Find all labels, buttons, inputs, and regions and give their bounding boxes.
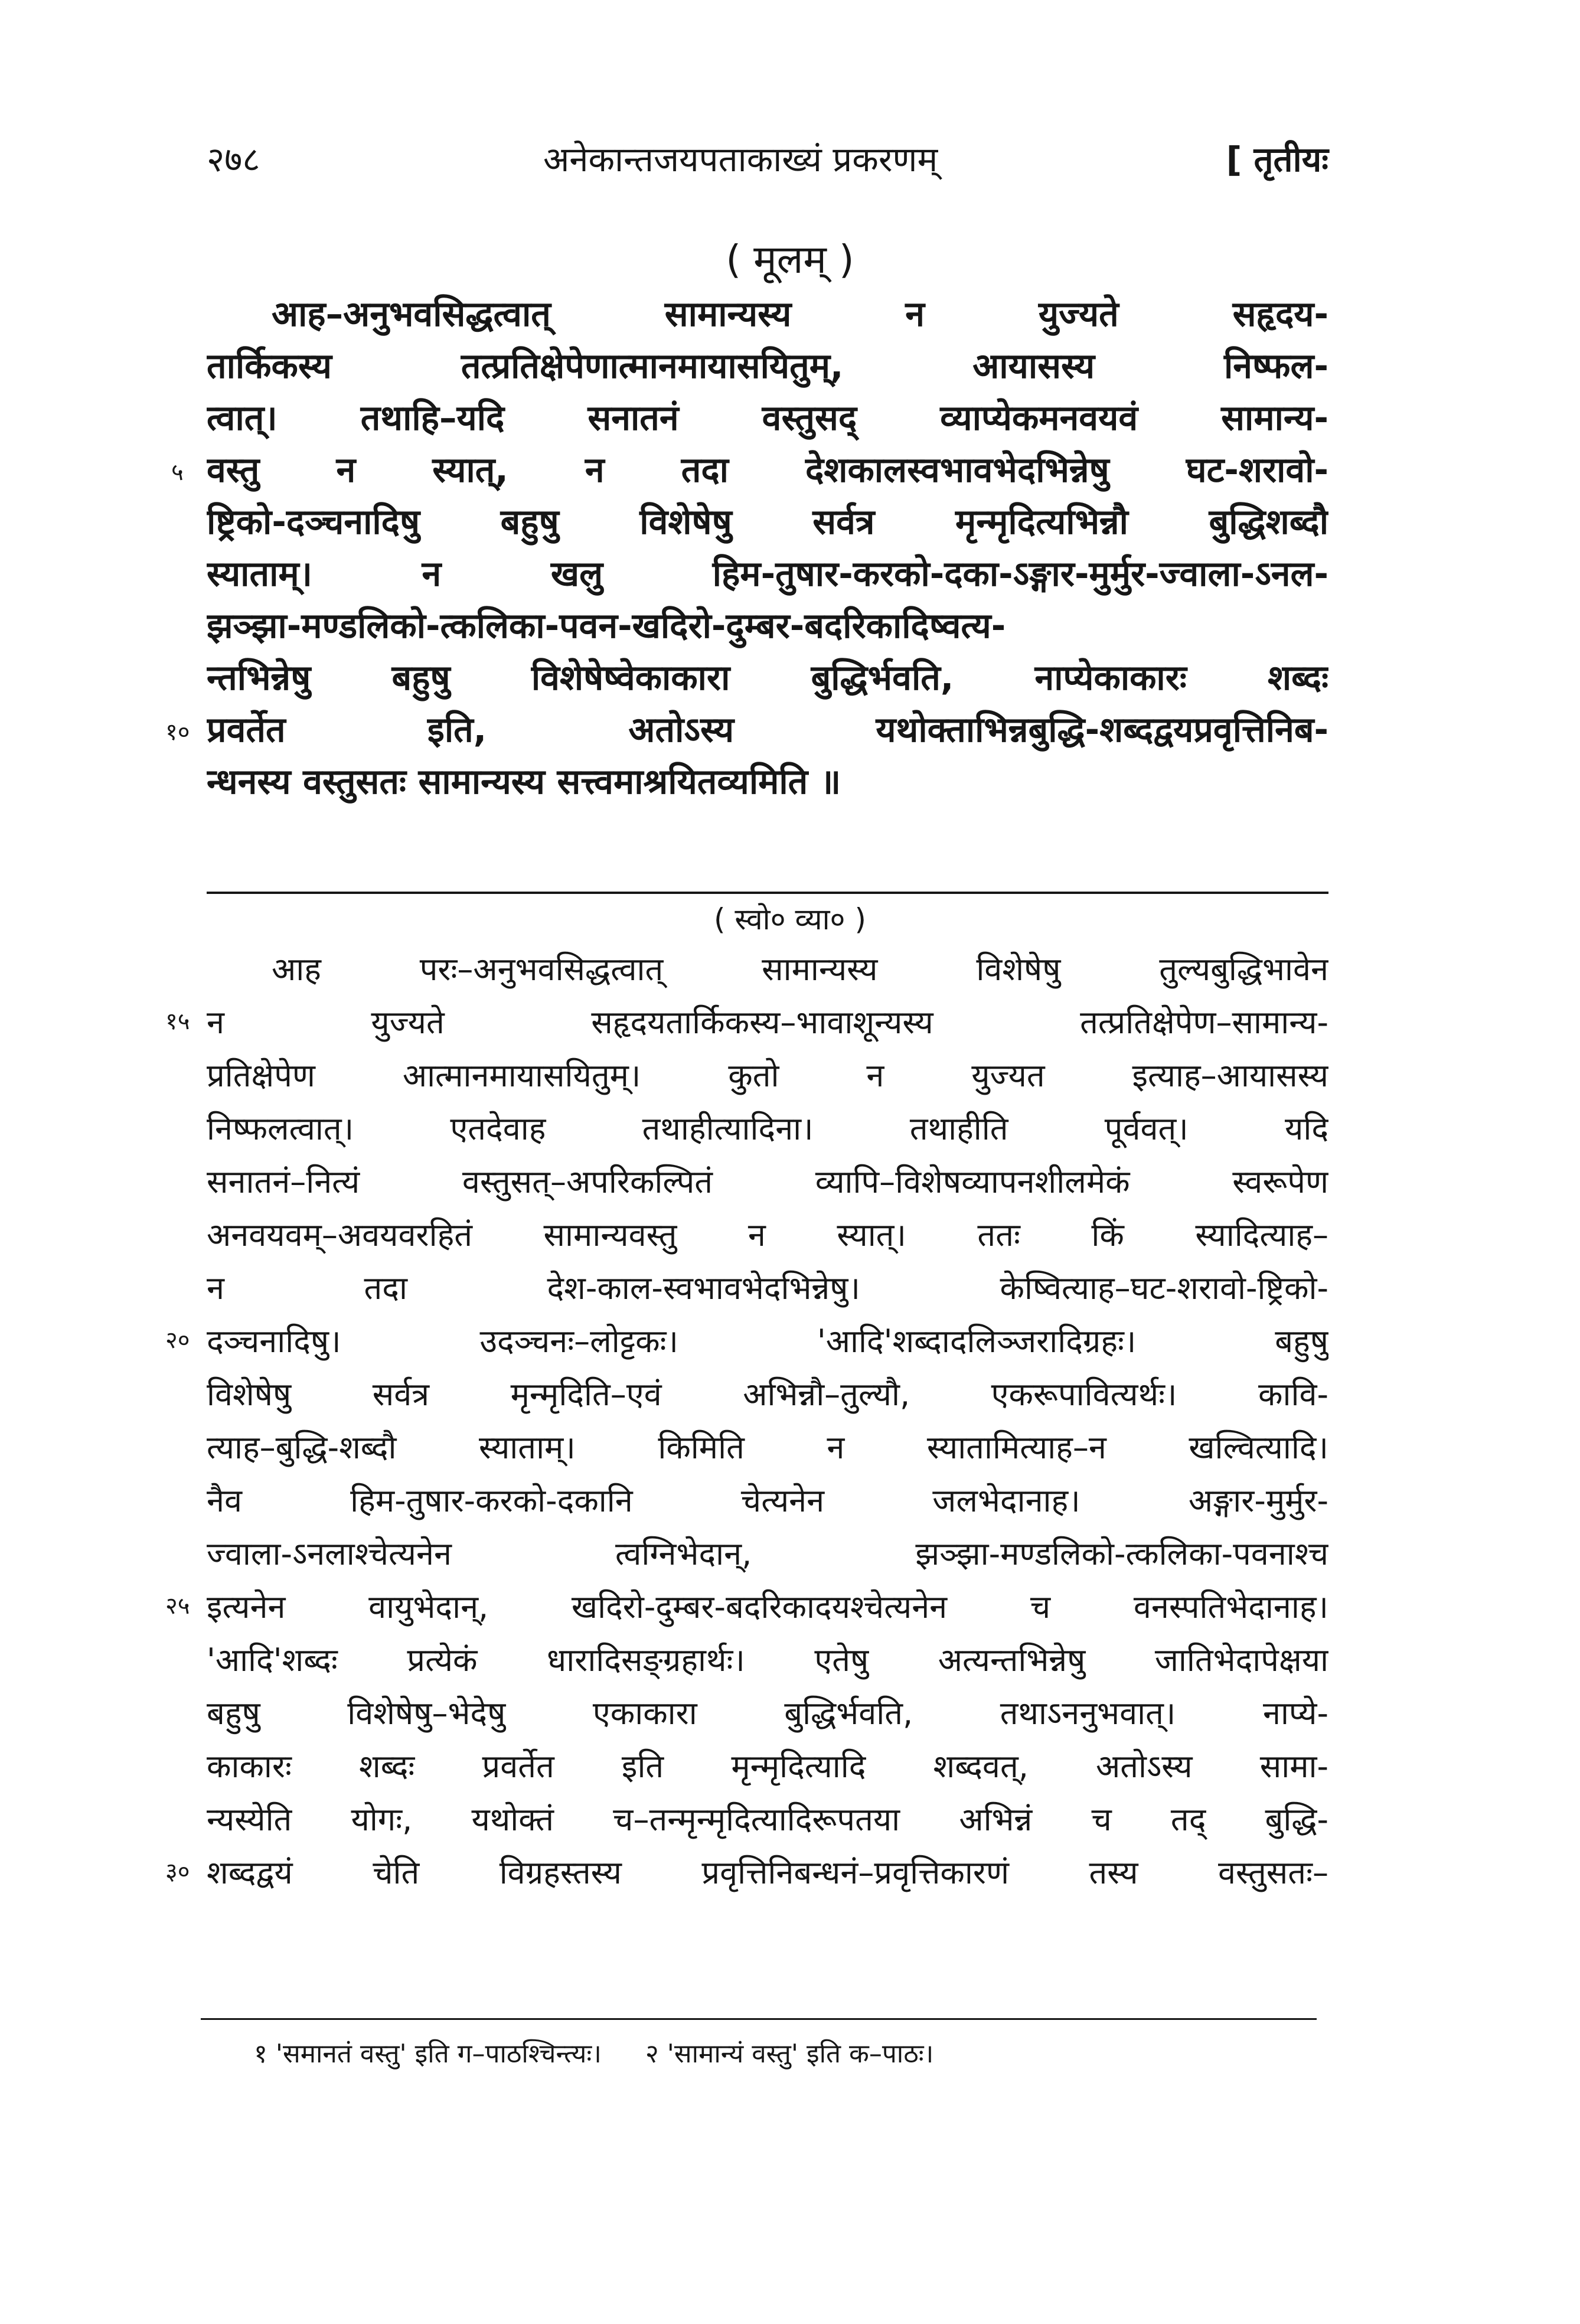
vyakhya-line: 'आदि'शब्दः प्रत्येकं धारादिसङ्ग्रहार्थः। एतेषु अत्यन्तभिन्नेषु जातिभेदापेक्षया <box>207 1641 1328 1679</box>
footnotes <box>254 2034 1317 2075</box>
mool-line: वस्तु न स्यात्, न तदा देशकालस्वभावभेदभिन्नेषु घट-शरावो- <box>207 449 1328 490</box>
mool-text <box>207 288 1328 808</box>
vyakhya-line: काकारः शब्दः प्रवर्तेत इति मृन्मृदित्यादि शब्दवत्, अतोऽस्य सामा- <box>207 1748 1328 1785</box>
line-number: २० <box>165 1327 190 1354</box>
vyakhya-line: दञ्चनादिषु। उदञ्चनः–लोट्टकः। 'आदि'शब्दादलिञ्जरादिग्रहः। बहुषु <box>207 1323 1328 1360</box>
line-number: १५ <box>165 1008 190 1035</box>
line-number: ५ <box>171 459 184 486</box>
vyakhya-line: न तदा देश-काल-स्वभावभेदभिन्नेषु। केष्वित्याह–घट-शरावो-ष्ट्रिको- <box>207 1269 1328 1307</box>
vyakhya-line: सनातनं–नित्यं वस्तुसत्–अपरिकल्पितं व्यापि–विशेषव्यापनशीलमेकं स्वरूपेण <box>207 1163 1328 1200</box>
line-number: २५ <box>165 1592 190 1620</box>
vyakhya-line: विशेषेषु सर्वत्र मृन्मृदिति–एवं अभिन्नौ–तुल्यौ, एकरूपावित्यर्थः। कावि- <box>207 1376 1328 1413</box>
mool-line: स्याताम्। न खलु हिम-तुषार-करको-दका-ऽङ्गार-मुर्मुर-ज्वाला-ऽनल- <box>207 553 1328 594</box>
mool-line: प्रवर्तेत इति, अतोऽस्य यथोक्ताभिन्नबुद्धि-शब्दद्वयप्रवृत्तिनिब- <box>207 709 1328 750</box>
line-number: १० <box>165 719 190 746</box>
footnote-divider <box>201 2018 1317 2020</box>
mool-line: ष्ट्रिको-दञ्चनादिषु बहुषु विशेषेषु सर्वत्र मृन्मृदित्यभिन्नौ बुद्धिशब्दौ <box>207 501 1328 542</box>
vyakhya-line: आह परः–अनुभवसिद्धत्वात् सामान्यस्य विशेषेषु तुल्यबुद्धिभावेन <box>272 951 1328 988</box>
footnote-1: १ 'समानतं वस्तु' इति ग–पाठश्चिन्त्यः। <box>254 2039 602 2069</box>
vyakhya-line: निष्फलत्वात्। एतदेवाह तथाहीत्यादिना। तथाहीति पूर्ववत्। यदि <box>207 1110 1328 1147</box>
mool-line: आह–अनुभवसिद्धत्वात् सामान्यस्य न युज्यते सहृदय- <box>272 293 1328 334</box>
footnote-2: २ 'सामान्यं वस्तु' इति क–पाठः। <box>645 2039 934 2069</box>
mool-line: तार्किकस्य तत्प्रतिक्षेपेणात्मानमायासयितुम्, आयासस्य निष्फल- <box>207 345 1328 386</box>
mool-line: त्वात्। तथाहि–यदि सनातनं वस्तुसद् व्याप्येकमनवयवं सामान्य- <box>207 397 1328 438</box>
vyakhya-line: न्यस्येति योगः, यथोक्तं च–तन्मृन्मृदित्यादिरूपतया अभिन्नं च तद् बुद्धि- <box>207 1801 1328 1838</box>
section-label: [ तृतीयः <box>1226 139 1328 179</box>
vyakhya-line: त्याह–बुद्धि-शब्दौ स्याताम्। किमिति न स्यातामित्याह–न खल्वित्यादि। <box>207 1429 1328 1466</box>
vyakhya-line: शब्दद्वयं चेति विग्रहस्तस्य प्रवृत्तिनिबन्धनं–प्रवृत्तिकारणं तस्य वस्तुसतः– <box>207 1854 1328 1891</box>
mool-line: न्तभिन्नेषु बहुषु विशेषेष्वेकाकारा बुद्धिर्भवति, नाप्येकाकारः शब्दः <box>207 657 1328 698</box>
vyakhya-line: न युज्यते सहृदयतार्किकस्य–भावाशून्यस्य तत्प्रतिक्षेपेण–सामान्य- <box>207 1004 1328 1041</box>
mool-line: झञ्झा-मण्डलिको-त्कलिका-पवन-खदिरो-दुम्बर-बदरिकादिष्वत्य- <box>207 605 1006 646</box>
vyakhya-line: ज्वाला-ऽनलाश्चेत्यनेन त्वग्निभेदान्, झञ्झा-मण्डलिको-त्कलिका-पवनाश्च <box>207 1535 1328 1572</box>
running-header <box>207 133 1328 186</box>
vyakhya-heading: ( स्वो० व्या० ) <box>714 902 866 936</box>
mool-line: न्धनस्य वस्तुसतः सामान्यस्य सत्त्वमाश्रयितव्यमिति ॥ <box>207 761 841 802</box>
section-divider <box>207 892 1328 894</box>
line-number: ३० <box>165 1858 190 1885</box>
page-number: २७८ <box>207 139 260 179</box>
running-title: अनेकान्तजयपताकाख्यं प्रकरणम् <box>543 139 938 179</box>
vyakhya-line: प्रतिक्षेपेण आत्मानमायासयितुम्। कुतो न युज्यत इत्याह–आयासस्य <box>207 1057 1328 1094</box>
vyakhya-line: नैव हिम-तुषार-करको-दकानि चेत्यनेन जलभेदानाह। अङ्गार-मुर्मुर- <box>207 1482 1328 1519</box>
vyakhya-text <box>207 943 1328 1899</box>
vyakhya-line: अनवयवम्–अवयवरहितं सामान्यवस्तु न स्यात्। ततः किं स्यादित्याह– <box>207 1216 1328 1254</box>
vyakhya-line: बहुषु विशेषेषु–भेदेषु एकाकारा बुद्धिर्भवति, तथाऽननुभवात्। नाप्ये- <box>207 1695 1328 1732</box>
mool-heading: ( मूलम् ) <box>726 237 854 282</box>
vyakhya-line: इत्यनेन वायुभेदान्, खदिरो-दुम्बर-बदरिकादयश्चेत्यनेन च वनस्पतिभेदानाह। <box>207 1588 1328 1626</box>
